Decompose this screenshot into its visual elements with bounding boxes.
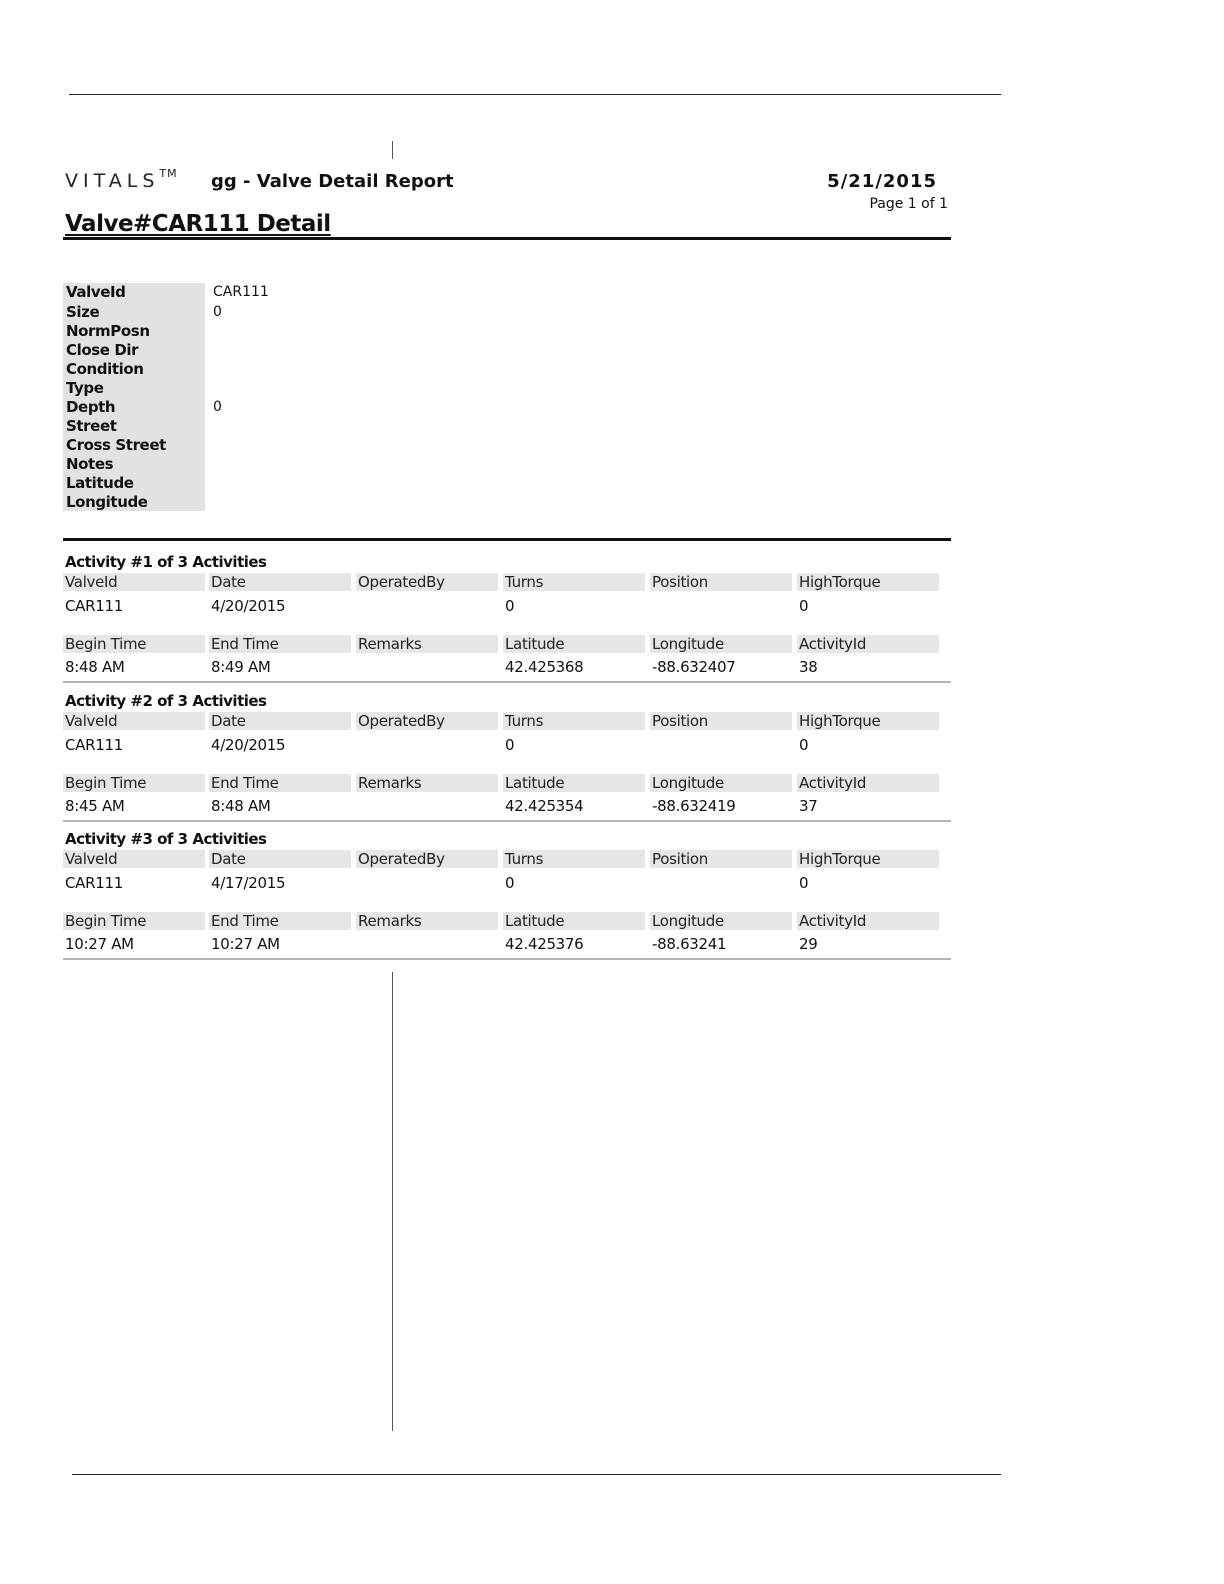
column-header: Remarks <box>356 912 498 930</box>
column-header: Begin Time <box>63 774 205 792</box>
field-label: ValveId <box>66 283 126 301</box>
column-header: Turns <box>503 573 645 591</box>
activity-title: Activity #3 of 3 Activities <box>65 830 267 848</box>
column-header: End Time <box>209 635 351 653</box>
column-header: ValveId <box>63 712 205 730</box>
column-header: ActivityId <box>797 774 939 792</box>
field-label: Size <box>66 303 100 321</box>
field-label: Latitude <box>66 474 134 492</box>
column-header: OperatedBy <box>356 712 498 730</box>
table-cell: 8:48 AM <box>65 658 125 676</box>
table-cell: 10:27 AM <box>211 935 280 953</box>
column-header: Latitude <box>503 635 645 653</box>
field-label: Street <box>66 417 117 435</box>
field-label: Notes <box>66 455 114 473</box>
column-header: Remarks <box>356 774 498 792</box>
table-cell: 8:48 AM <box>211 797 271 815</box>
table-cell: 0 <box>799 736 809 754</box>
activity-separator <box>63 958 951 960</box>
table-cell: CAR111 <box>65 874 123 892</box>
table-cell: 42.425354 <box>505 797 584 815</box>
bottom-column-divider <box>392 972 393 1431</box>
field-label: NormPosn <box>66 322 150 340</box>
column-header: End Time <box>209 912 351 930</box>
table-cell: 0 <box>505 597 515 615</box>
table-cell: -88.63241 <box>652 935 727 953</box>
column-header: ValveId <box>63 850 205 868</box>
table-cell: 37 <box>799 797 818 815</box>
column-header: HighTorque <box>797 712 939 730</box>
table-cell: -88.632407 <box>652 658 736 676</box>
column-header: Begin Time <box>63 635 205 653</box>
column-header: Longitude <box>650 912 792 930</box>
table-cell: 8:45 AM <box>65 797 125 815</box>
table-cell: 42.425368 <box>505 658 584 676</box>
column-header: Position <box>650 573 792 591</box>
column-header: Longitude <box>650 635 792 653</box>
column-header: Latitude <box>503 912 645 930</box>
activity-title: Activity #2 of 3 Activities <box>65 692 267 710</box>
column-header: HighTorque <box>797 573 939 591</box>
table-cell: 0 <box>505 736 515 754</box>
table-cell: 4/20/2015 <box>211 597 286 615</box>
field-label: Depth <box>66 398 116 416</box>
column-header: End Time <box>209 774 351 792</box>
table-cell: CAR111 <box>65 597 123 615</box>
field-label: Type <box>66 379 104 397</box>
top-rule <box>69 94 1001 95</box>
column-header: Date <box>209 712 351 730</box>
title-rule <box>63 237 951 240</box>
column-header: Date <box>209 850 351 868</box>
table-cell: 10:27 AM <box>65 935 134 953</box>
field-value: 0 <box>213 304 222 320</box>
table-cell: 8:49 AM <box>211 658 271 676</box>
activity-separator <box>63 681 951 683</box>
valve-detail-title: Valve#CAR111 Detail <box>65 211 331 237</box>
column-header: Begin Time <box>63 912 205 930</box>
brand-name: VITALS <box>65 170 160 192</box>
table-cell: 38 <box>799 658 818 676</box>
column-header: Latitude <box>503 774 645 792</box>
column-header: Position <box>650 850 792 868</box>
table-cell: CAR111 <box>65 736 123 754</box>
table-cell: 4/17/2015 <box>211 874 286 892</box>
table-cell: 29 <box>799 935 818 953</box>
column-header: Position <box>650 712 792 730</box>
activity-title: Activity #1 of 3 Activities <box>65 553 267 571</box>
column-header: Remarks <box>356 635 498 653</box>
page-number: Page 1 of 1 <box>869 196 948 212</box>
column-header: Turns <box>503 850 645 868</box>
column-header: OperatedBy <box>356 850 498 868</box>
field-label: Cross Street <box>66 436 166 454</box>
table-cell: 4/20/2015 <box>211 736 286 754</box>
report-date: 5/21/2015 <box>827 171 937 192</box>
field-value: CAR111 <box>213 284 269 300</box>
field-value: 0 <box>213 399 222 415</box>
column-header: ActivityId <box>797 635 939 653</box>
brand-logo <box>65 167 178 192</box>
trademark-mark: TM <box>159 167 178 180</box>
report-title: gg - Valve Detail Report <box>211 171 454 192</box>
table-cell: 0 <box>505 874 515 892</box>
bottom-rule <box>72 1474 1001 1475</box>
column-header: ActivityId <box>797 912 939 930</box>
table-cell: -88.632419 <box>652 797 736 815</box>
table-cell: 0 <box>799 597 809 615</box>
table-cell: 42.425376 <box>505 935 584 953</box>
column-header: OperatedBy <box>356 573 498 591</box>
details-rule <box>63 538 951 541</box>
top-column-divider <box>392 141 393 159</box>
column-header: Longitude <box>650 774 792 792</box>
activity-separator <box>63 820 951 822</box>
field-label: Close Dir <box>66 341 139 359</box>
column-header: HighTorque <box>797 850 939 868</box>
field-label: Longitude <box>66 493 148 511</box>
field-label: Condition <box>66 360 144 378</box>
column-header: Turns <box>503 712 645 730</box>
column-header: ValveId <box>63 573 205 591</box>
column-header: Date <box>209 573 351 591</box>
table-cell: 0 <box>799 874 809 892</box>
